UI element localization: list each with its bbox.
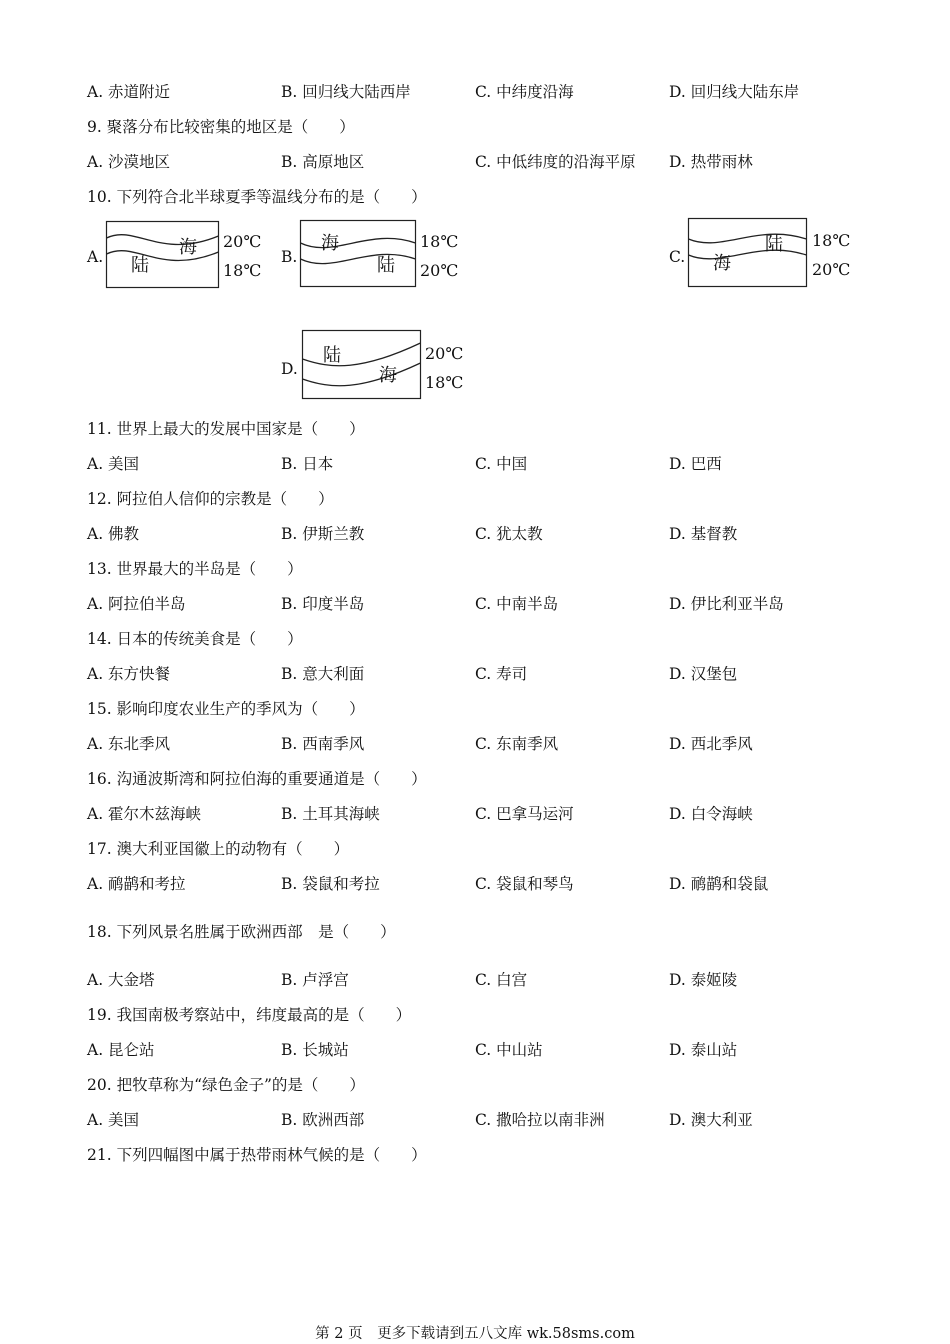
option-b: B. 卢浮宫 <box>281 971 349 989</box>
options-row-q11 <box>0 452 950 476</box>
option-d: D. 西北季风 <box>669 735 753 753</box>
isotherm-18-label: 18℃ <box>223 261 262 280</box>
diagram-d-label: D. <box>281 360 298 378</box>
option-c: C. 撒哈拉以南非洲 <box>475 1111 605 1129</box>
question-text: 9. 聚落分布比较密集的地区是（ ） <box>87 118 355 136</box>
option-c: C. 寿司 <box>475 665 528 683</box>
option-a: A. 霍尔木兹海峡 <box>87 805 202 823</box>
land-label: 陆 <box>131 255 149 276</box>
option-a: A. 大金塔 <box>87 971 155 989</box>
question-19 <box>0 1003 950 1027</box>
option-d: D. 泰山站 <box>669 1041 738 1059</box>
option-c: C. 白宫 <box>475 971 528 989</box>
question-text: 11. 世界上最大的发展中国家是（ ） <box>87 420 365 438</box>
question-14 <box>0 627 950 651</box>
options-row-q13 <box>0 592 950 616</box>
question-17 <box>0 837 950 861</box>
option-a: A. 赤道附近 <box>87 83 171 101</box>
option-a: A. 昆仑站 <box>87 1041 155 1059</box>
question-21 <box>0 1143 950 1167</box>
options-row-q17 <box>0 872 950 896</box>
option-c: C. 中纬度沿海 <box>475 83 574 101</box>
isotherm-20-label: 20℃ <box>420 261 459 280</box>
option-b: B. 高原地区 <box>281 153 365 171</box>
option-d: D. 澳大利亚 <box>669 1111 753 1129</box>
option-c: C. 中国 <box>475 455 528 473</box>
option-c: C. 中山站 <box>475 1041 543 1059</box>
sea-label: 海 <box>321 233 339 254</box>
question-text: 19. 我国南极考察站中，纬度最高的是（ ） <box>87 1006 412 1024</box>
isotherm-20-label: 20℃ <box>425 344 464 363</box>
option-c: C. 犹太教 <box>475 525 543 543</box>
option-d: D. 基督教 <box>669 525 738 543</box>
option-d: D. 鸸鹋和袋鼠 <box>669 875 769 893</box>
isotherm-diagram-d <box>301 329 471 401</box>
question-16 <box>0 767 950 791</box>
option-b: B. 长城站 <box>281 1041 349 1059</box>
option-b: B. 回归线大陆西岸 <box>281 83 411 101</box>
option-a: A. 佛教 <box>87 525 140 543</box>
question-text: 16. 沟通波斯湾和阿拉伯海的重要通道是（ ） <box>87 770 427 788</box>
diagram-b-label: B. <box>281 248 298 266</box>
isotherm-diagram-c <box>687 217 857 289</box>
question-10 <box>0 185 950 209</box>
question-13 <box>0 557 950 581</box>
options-row-q15 <box>0 732 950 756</box>
sea-label: 海 <box>713 253 731 274</box>
question-text: 20. 把牧草称为“绿色金子”的是（ ） <box>87 1076 365 1094</box>
question-11 <box>0 417 950 441</box>
option-b: B. 西南季风 <box>281 735 365 753</box>
sea-label: 海 <box>179 237 197 258</box>
question-text: 14. 日本的传统美食是（ ） <box>87 630 303 648</box>
question-text: 10. 下列符合北半球夏季等温线分布的是（ ） <box>87 188 427 206</box>
option-b: B. 印度半岛 <box>281 595 365 613</box>
isotherm-18-label: 18℃ <box>425 373 464 392</box>
page-footer: 第 2 页 更多下载请到五八文库 wk.58sms.com <box>315 1326 635 1342</box>
question-text: 13. 世界最大的半岛是（ ） <box>87 560 303 578</box>
option-a: A. 鸸鹋和考拉 <box>87 875 186 893</box>
land-label: 陆 <box>377 255 395 276</box>
isotherm-20-label: 20℃ <box>812 260 851 279</box>
question-text: 15. 影响印度农业生产的季风为（ ） <box>87 700 365 718</box>
isotherm-diagram-b <box>299 219 464 289</box>
option-c: C. 巴拿马运河 <box>475 805 574 823</box>
option-b: B. 日本 <box>281 455 334 473</box>
option-d: D. 泰姬陵 <box>669 971 738 989</box>
option-c: C. 中南半岛 <box>475 595 559 613</box>
option-a: A. 美国 <box>87 1111 140 1129</box>
isotherm-18-label: 18℃ <box>812 231 851 250</box>
options-row-q12 <box>0 522 950 546</box>
isotherm-diagram-a <box>105 220 265 290</box>
option-a: A. 东北季风 <box>87 735 171 753</box>
option-a: A. 美国 <box>87 455 140 473</box>
option-a: A. 东方快餐 <box>87 665 171 683</box>
option-c: C. 袋鼠和琴鸟 <box>475 875 574 893</box>
option-a: A. 沙漠地区 <box>87 153 171 171</box>
question-text: 12. 阿拉伯人信仰的宗教是（ ） <box>87 490 334 508</box>
option-b: B. 欧洲西部 <box>281 1111 365 1129</box>
land-label: 陆 <box>323 345 341 366</box>
question-text: 17. 澳大利亚国徽上的动物有（ ） <box>87 840 350 858</box>
option-d: D. 伊比利亚半岛 <box>669 595 784 613</box>
option-c: C. 东南季风 <box>475 735 559 753</box>
options-row-q16 <box>0 802 950 826</box>
isotherm-18-label: 18℃ <box>420 232 459 251</box>
question-20 <box>0 1073 950 1097</box>
options-row-q8 <box>0 80 950 104</box>
diagram-a-label: A. <box>87 248 104 266</box>
options-row-q20 <box>0 1108 950 1132</box>
option-d: D. 回归线大陆东岸 <box>669 83 800 101</box>
land-label: 陆 <box>765 234 783 255</box>
question-12 <box>0 487 950 511</box>
isotherm-20-label: 20℃ <box>223 232 262 251</box>
options-row-q14 <box>0 662 950 686</box>
option-b: B. 伊斯兰教 <box>281 525 365 543</box>
option-b: B. 袋鼠和考拉 <box>281 875 380 893</box>
options-row-q9 <box>0 150 950 174</box>
option-c: C. 中低纬度的沿海平原 <box>475 153 636 171</box>
sea-label: 海 <box>379 365 397 386</box>
question-15 <box>0 697 950 721</box>
options-row-q19 <box>0 1038 950 1062</box>
question-text: 18. 下列风景名胜属于欧洲西部 是（ ） <box>87 923 396 941</box>
option-b: B. 土耳其海峡 <box>281 805 380 823</box>
question-text: 21. 下列四幅图中属于热带雨林气候的是（ ） <box>87 1146 427 1164</box>
option-d: D. 热带雨林 <box>669 153 753 171</box>
diagram-c-label: C. <box>669 248 686 266</box>
question-9 <box>0 115 950 139</box>
option-a: A. 阿拉伯半岛 <box>87 595 186 613</box>
option-b: B. 意大利面 <box>281 665 365 683</box>
question-18 <box>0 920 950 944</box>
option-d: D. 白令海峡 <box>669 805 753 823</box>
options-row-q18 <box>0 968 950 992</box>
option-d: D. 汉堡包 <box>669 665 738 683</box>
option-d: D. 巴西 <box>669 455 722 473</box>
